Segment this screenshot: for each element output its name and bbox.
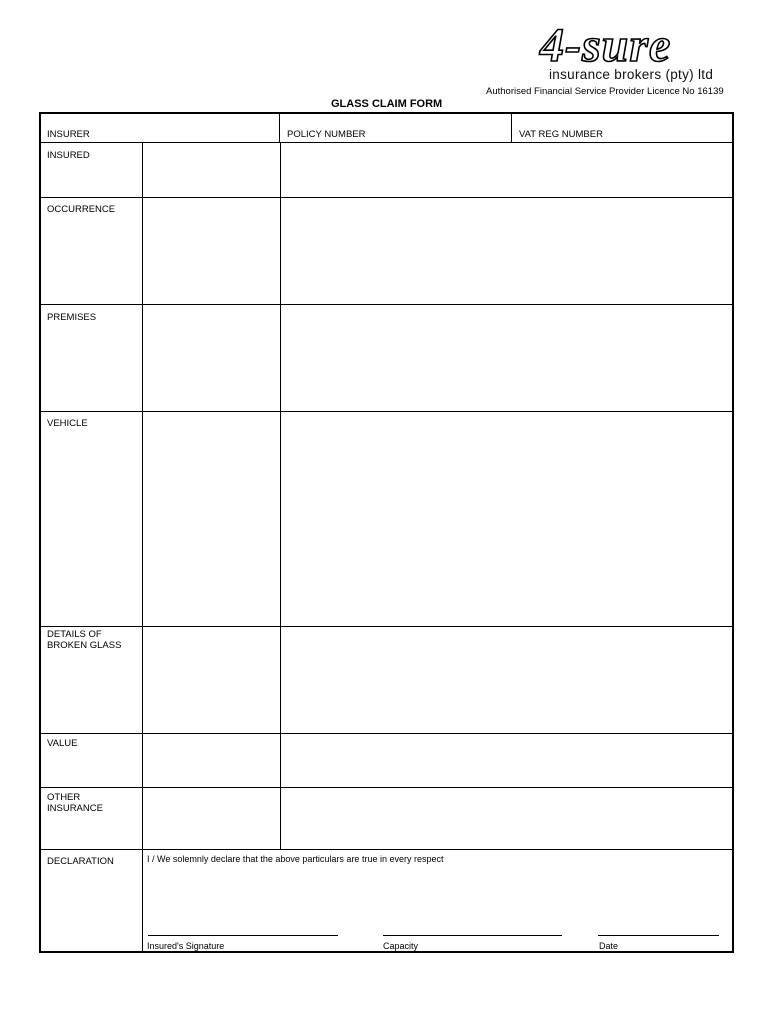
logo-wordmark: 4-sure [540,19,672,72]
vat-reg-number-label: VAT REG NUMBER [519,129,603,140]
logo-subtitle: insurance brokers (pty) ltd [549,67,714,82]
section-details-of-broken-glass [47,630,121,651]
capacity-label: Capacity [383,941,419,951]
section-border [41,626,732,627]
section-border [41,142,732,143]
divider [511,114,512,142]
section-other-insurance [47,793,103,814]
section-border [41,733,732,734]
policy-number-label: POLICY NUMBER [287,129,366,140]
form-title: GLASS CLAIM FORM [331,98,443,110]
licence-text: Authorised Financial Service Provider Licence No 16139 [486,86,724,97]
section-premises: PREMISES [47,312,97,323]
section-border [41,787,732,788]
section-insured: INSURED [47,150,90,161]
insurer-field[interactable] [41,114,279,142]
section-label-line: BROKEN GLASS [47,639,122,651]
section-label-line: DETAILS OF [47,629,102,640]
declaration-statement: I / We solemnly declare that the above particulars are true in every respect [147,854,444,864]
capacity-line [383,935,562,936]
column-divider [280,143,281,849]
column-divider [142,143,143,951]
company-logo [540,19,746,86]
section-border [41,197,732,198]
signature-line [148,935,338,936]
section-vehicle: VEHICLE [47,418,88,429]
signature-label: Insured's Signature [147,941,225,951]
section-label-line: OTHER [47,792,81,803]
section-border [41,411,732,412]
vat-reg-number-field[interactable] [513,114,732,142]
date-line [598,935,719,936]
date-label: Date [599,941,619,951]
section-occurrence: OCCURRENCE [47,204,116,215]
insurer-label: INSURER [47,129,90,140]
section-value: VALUE [47,738,78,749]
policy-number-field[interactable] [281,114,511,142]
section-declaration: DECLARATION [47,856,114,867]
section-border [41,304,732,305]
divider [279,114,280,142]
section-label-line: INSURANCE [47,802,103,814]
claim-form [39,112,734,953]
